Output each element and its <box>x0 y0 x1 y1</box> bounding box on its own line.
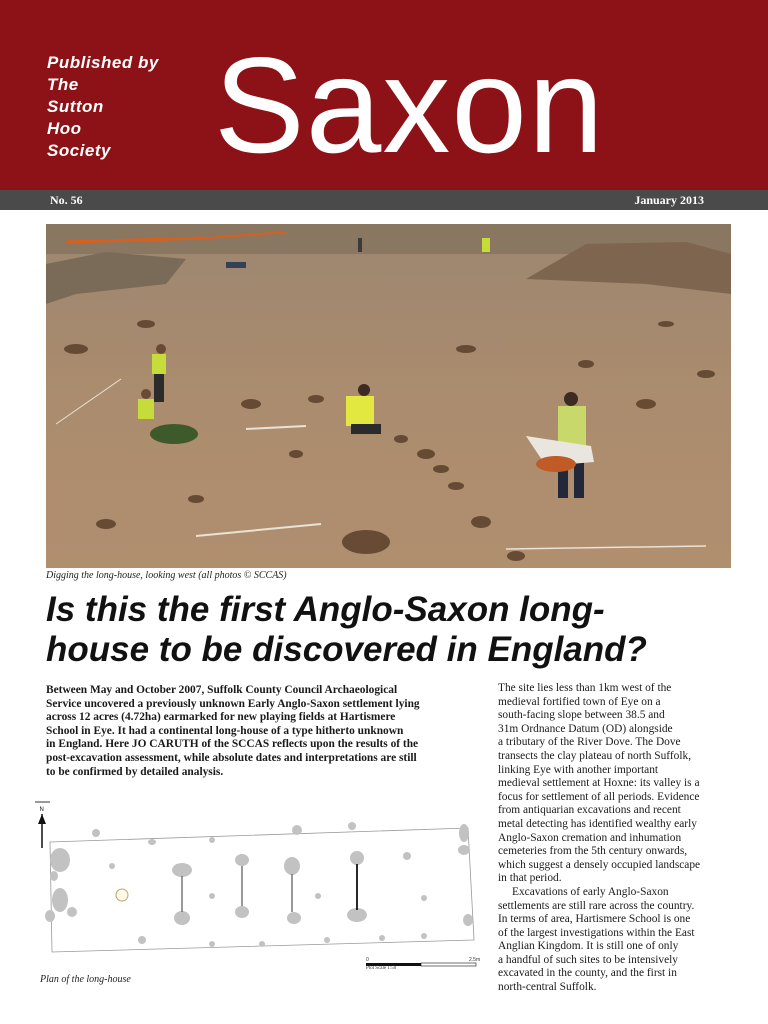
issue-bar <box>0 190 768 210</box>
body-line: medieval settlement at Hoxne: its valley is a <box>498 777 700 790</box>
plan-post-holes <box>45 822 473 947</box>
longhouse-plan <box>32 800 482 975</box>
body-line: focus for settlement of all periods. Evidence <box>498 790 700 803</box>
publisher-block <box>47 52 207 162</box>
plan-circle <box>116 889 128 901</box>
body-column <box>498 682 726 995</box>
body-line: linking Eye with another important <box>498 763 659 776</box>
plan-section-lines <box>182 866 292 912</box>
intro-paragraph <box>46 684 478 779</box>
body-line: Excavations of early Anglo-Saxon <box>512 885 669 898</box>
body-line: from antiquarian excavations and recent <box>498 804 681 817</box>
scale-end: 2.5m <box>469 957 481 963</box>
body-line: north-central Suffolk. <box>498 981 597 994</box>
body-line: excavated in the county, and the first in <box>498 967 677 980</box>
publisher-line: Hoo <box>47 119 82 138</box>
issue-number: No. 56 <box>50 193 83 207</box>
intro-line: in England. Here JO CARUTH of the SCCAS reflects upon the results of the <box>46 738 419 751</box>
publisher-line: Sutton <box>47 97 104 116</box>
body-line: cemeteries from the 5th century onwards, <box>498 845 688 858</box>
body-line: 31m Ordnance Datum (OD) alongside <box>498 722 673 735</box>
body-line: metal detecting has identified wealthy early <box>498 817 697 830</box>
excavation-photo <box>46 224 731 568</box>
newsletter-title: Saxon <box>214 29 605 181</box>
body-line: of the largest investigations within the East <box>498 926 695 939</box>
headline-line: Is this the first Anglo-Saxon long- <box>46 590 605 629</box>
body-line: Anglian Kingdom. It is still one of only <box>498 940 679 953</box>
body-line: which suggest a densely occupied landscape <box>498 858 701 871</box>
scale-label: Plot Scale 1:50 <box>366 966 397 971</box>
plan-caption: Plan of the long-house <box>40 974 131 985</box>
headline <box>46 590 746 670</box>
body-line: a handful of such sites to be intensively <box>498 953 678 966</box>
body-line: medieval fortified town of Eye on a <box>498 695 661 708</box>
body-line: transects the clay plateau of north Suffolk, <box>498 749 692 762</box>
body-line: in that period. <box>498 872 562 885</box>
north-arrow-icon <box>38 807 46 848</box>
publisher-line: Published by <box>47 53 159 72</box>
body-line: settlements are still rare across the country. <box>498 899 695 912</box>
north-label: N <box>39 807 44 813</box>
body-line: The site lies less than 1km west of the <box>498 682 672 694</box>
headline-line: house to be discovered in England? <box>46 630 647 669</box>
scale-start: 0 <box>366 957 369 963</box>
scale-bar <box>366 957 480 966</box>
intro-line: to be confirmed by detailed analysis. <box>46 765 224 778</box>
masthead <box>0 0 768 190</box>
intro-line: across 12 acres (4.72ha) earmarked for new playing fields at Hartismere <box>46 711 396 724</box>
intro-line: Service uncovered a previously unknown Early Anglo-Saxon settlement lying <box>46 697 420 710</box>
publisher-line: Society <box>47 141 111 160</box>
intro-line: School in Eye. It had a continental long-house of a type hitherto unknown <box>46 724 404 737</box>
body-line: south-facing slope between 38.5 and <box>498 709 665 722</box>
issue-date: January 2013 <box>634 193 704 207</box>
intro-line: post-excavation assessment, while absolute dates and interpretations are still <box>46 751 417 764</box>
body-line: Anglo-Saxon cremation and inhumation <box>498 831 682 844</box>
intro-line: Between May and October 2007, Suffolk County Council Archaeological <box>46 684 398 696</box>
body-line: In terms of area, Hartismere School is one <box>498 913 691 926</box>
photo-caption: Digging the long-house, looking west (all photos © SCCAS) <box>46 570 287 581</box>
longhouse-outline <box>50 828 474 952</box>
body-line: a tributary of the River Dove. The Dove <box>498 736 681 749</box>
publisher-line: The <box>47 75 79 94</box>
